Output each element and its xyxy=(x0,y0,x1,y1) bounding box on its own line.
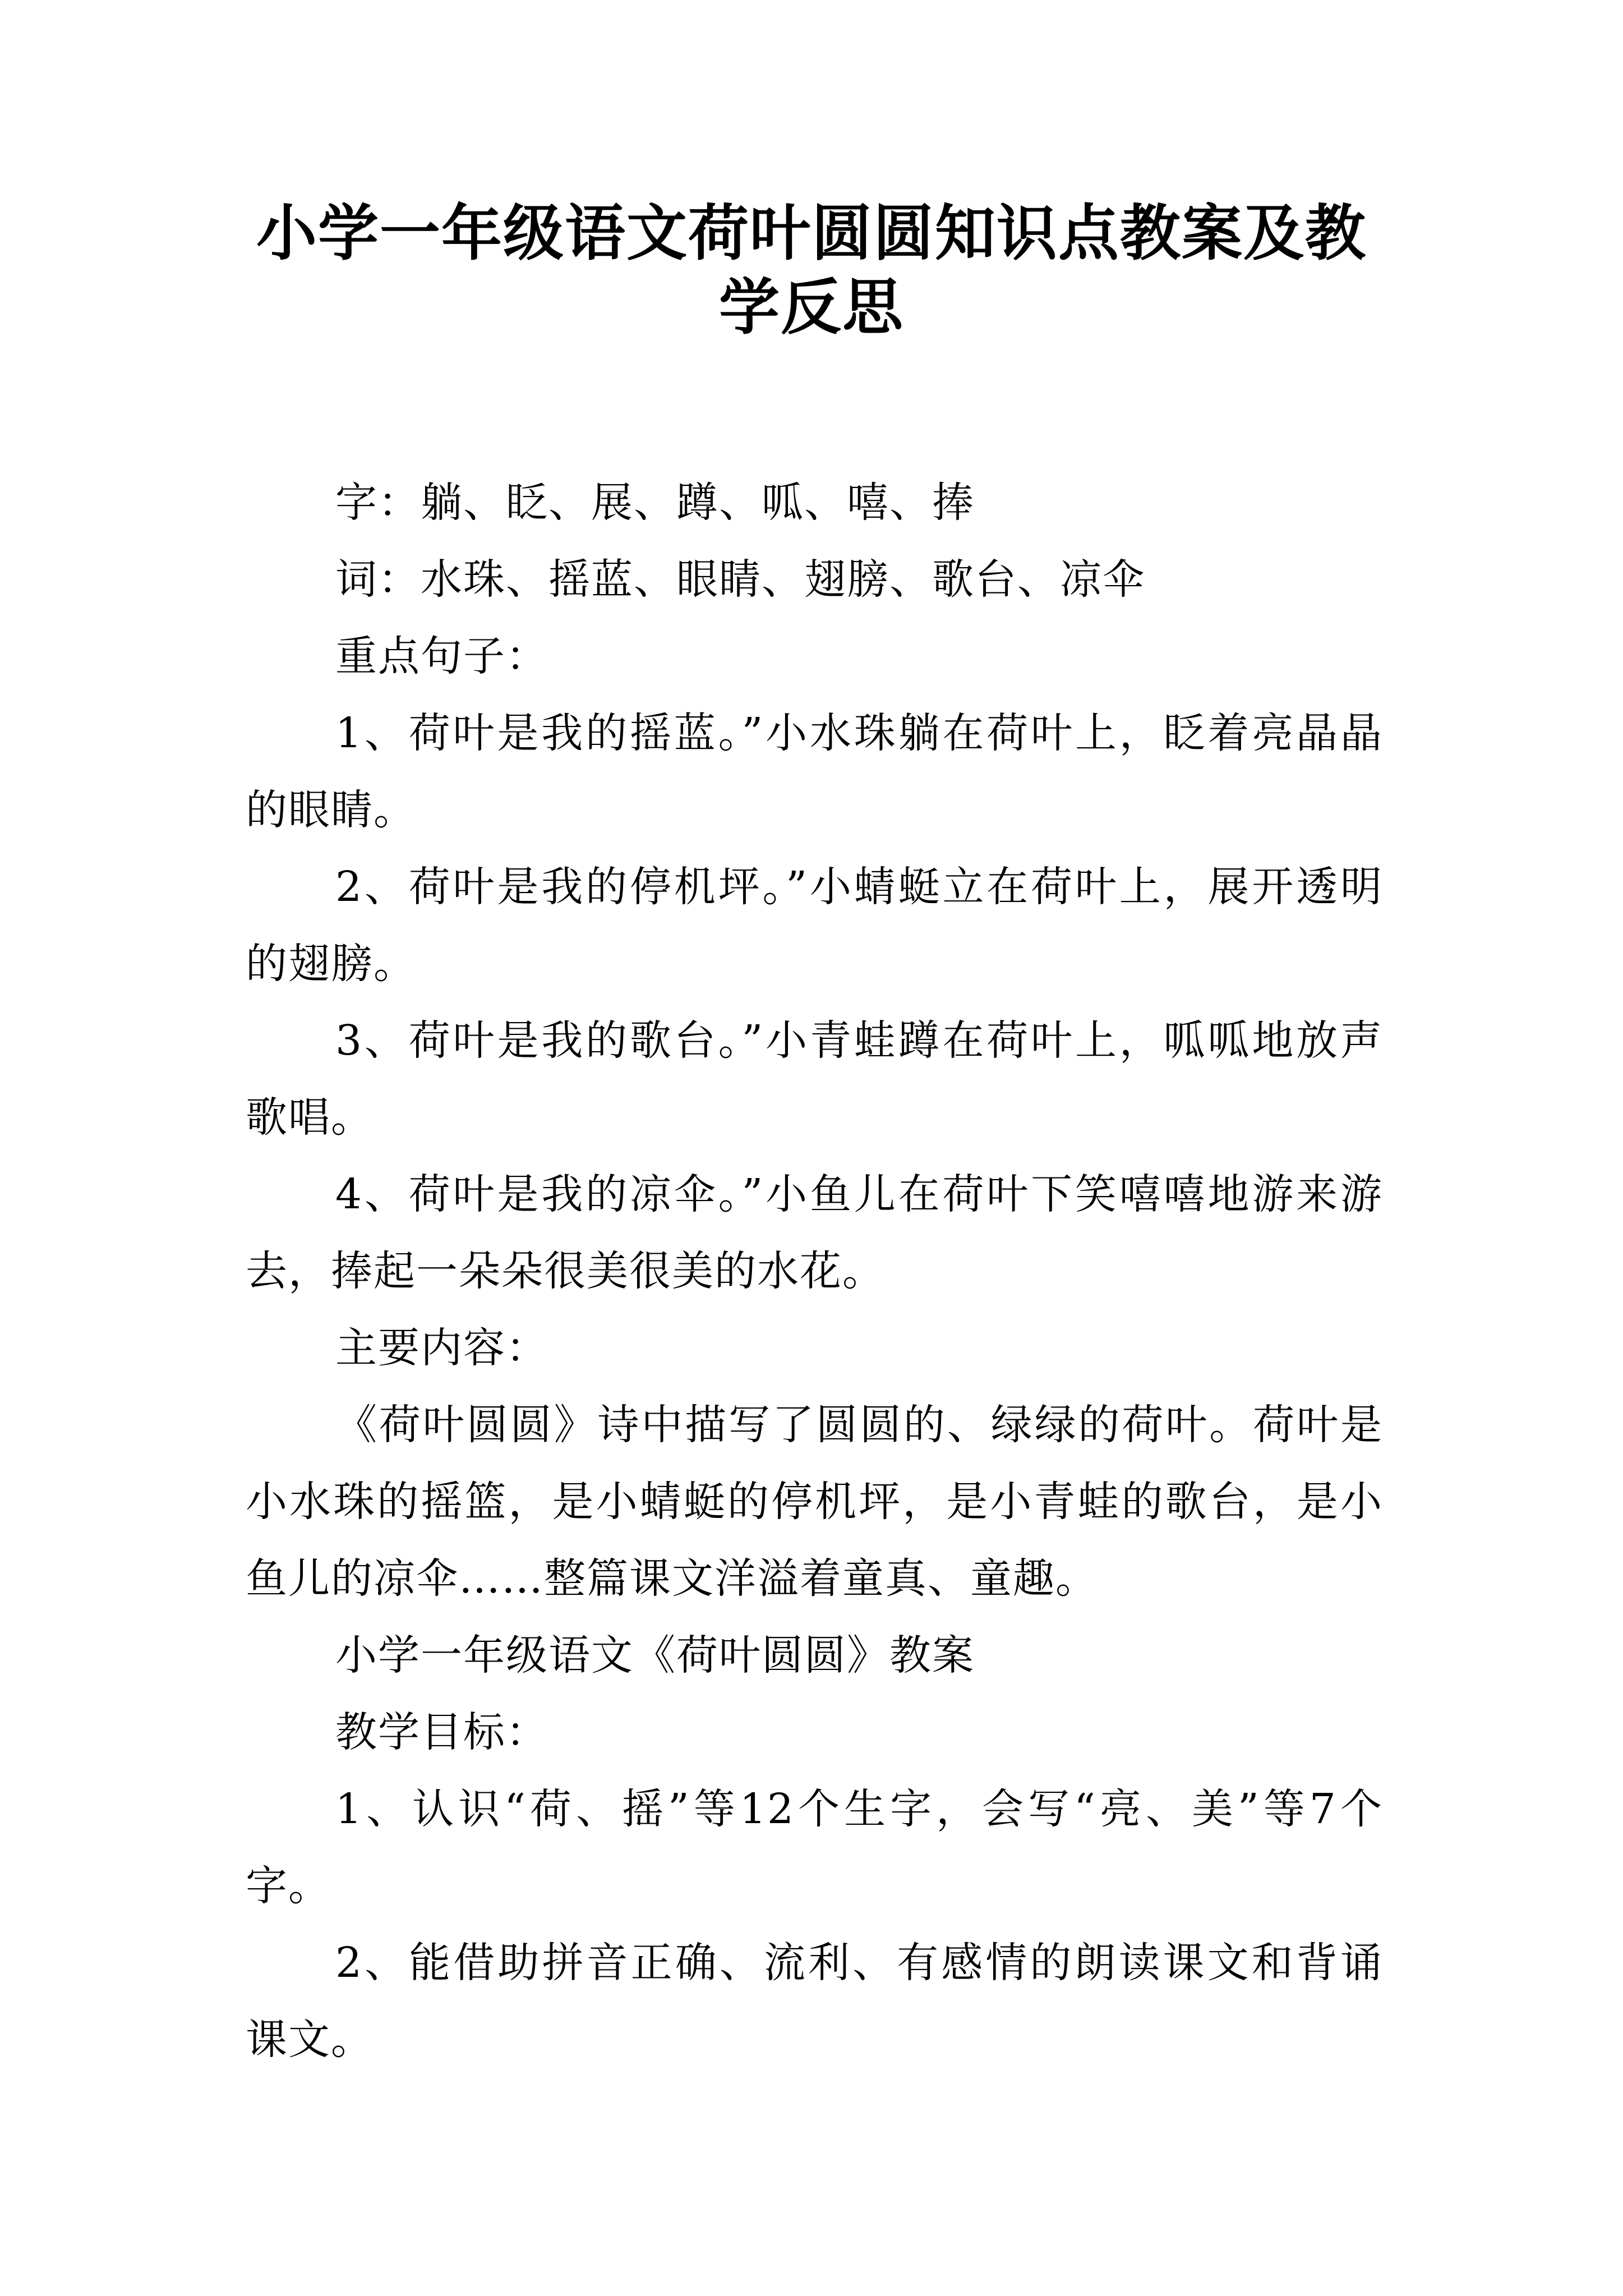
paragraph-key-sentences-heading: 重点句子： xyxy=(335,632,548,680)
paragraph-sentence-1: 1、荷叶是我的摇蓝。”小水珠躺在荷叶上，眨着亮晶晶的眼睛。 xyxy=(246,709,1383,834)
document-body xyxy=(246,464,1383,2078)
paragraph-main-content: 《荷叶圆圆》诗中描写了圆圆的、绿绿的荷叶。荷叶是小水珠的摇篮，是小蜻蜓的停机坪，是小青蛙的歌台，是小鱼儿的凉伞……整篇课文洋溢着童真、童趣。 xyxy=(246,1401,1383,1603)
paragraph-main-content-heading: 主要内容： xyxy=(335,1324,548,1372)
document-title: 小学一年级语文荷叶圆圆知识点教案及教学反思 xyxy=(256,198,1367,343)
paragraph-words: 词：水珠、摇蓝、眼睛、翅膀、歌台、凉伞 xyxy=(335,555,1145,604)
paragraph-sentence-3: 3、荷叶是我的歌台。”小青蛙蹲在荷叶上，呱呱地放声歌唱。 xyxy=(246,1016,1383,1142)
paragraph-goal-1: 1、认识“荷、摇”等12个生字，会写“亮、美”等7个字。 xyxy=(246,1785,1383,1910)
paragraph-teaching-goals-heading: 教学目标： xyxy=(335,1708,548,1756)
paragraph-goal-2: 2、能借助拼音正确、流利、有感情的朗读课文和背诵课文。 xyxy=(246,1939,1383,2064)
paragraph-lesson-plan-title: 小学一年级语文《荷叶圆圆》教案 xyxy=(335,1631,975,1680)
paragraph-sentence-2: 2、荷叶是我的停机坪。”小蜻蜓立在荷叶上，展开透明的翅膀。 xyxy=(246,863,1383,988)
paragraph-characters: 字：躺、眨、展、蹲、呱、嘻、捧 xyxy=(335,478,975,527)
paragraph-sentence-4: 4、荷叶是我的凉伞。”小鱼儿在荷叶下笑嘻嘻地游来游去，捧起一朵朵很美很美的水花。 xyxy=(246,1170,1383,1295)
